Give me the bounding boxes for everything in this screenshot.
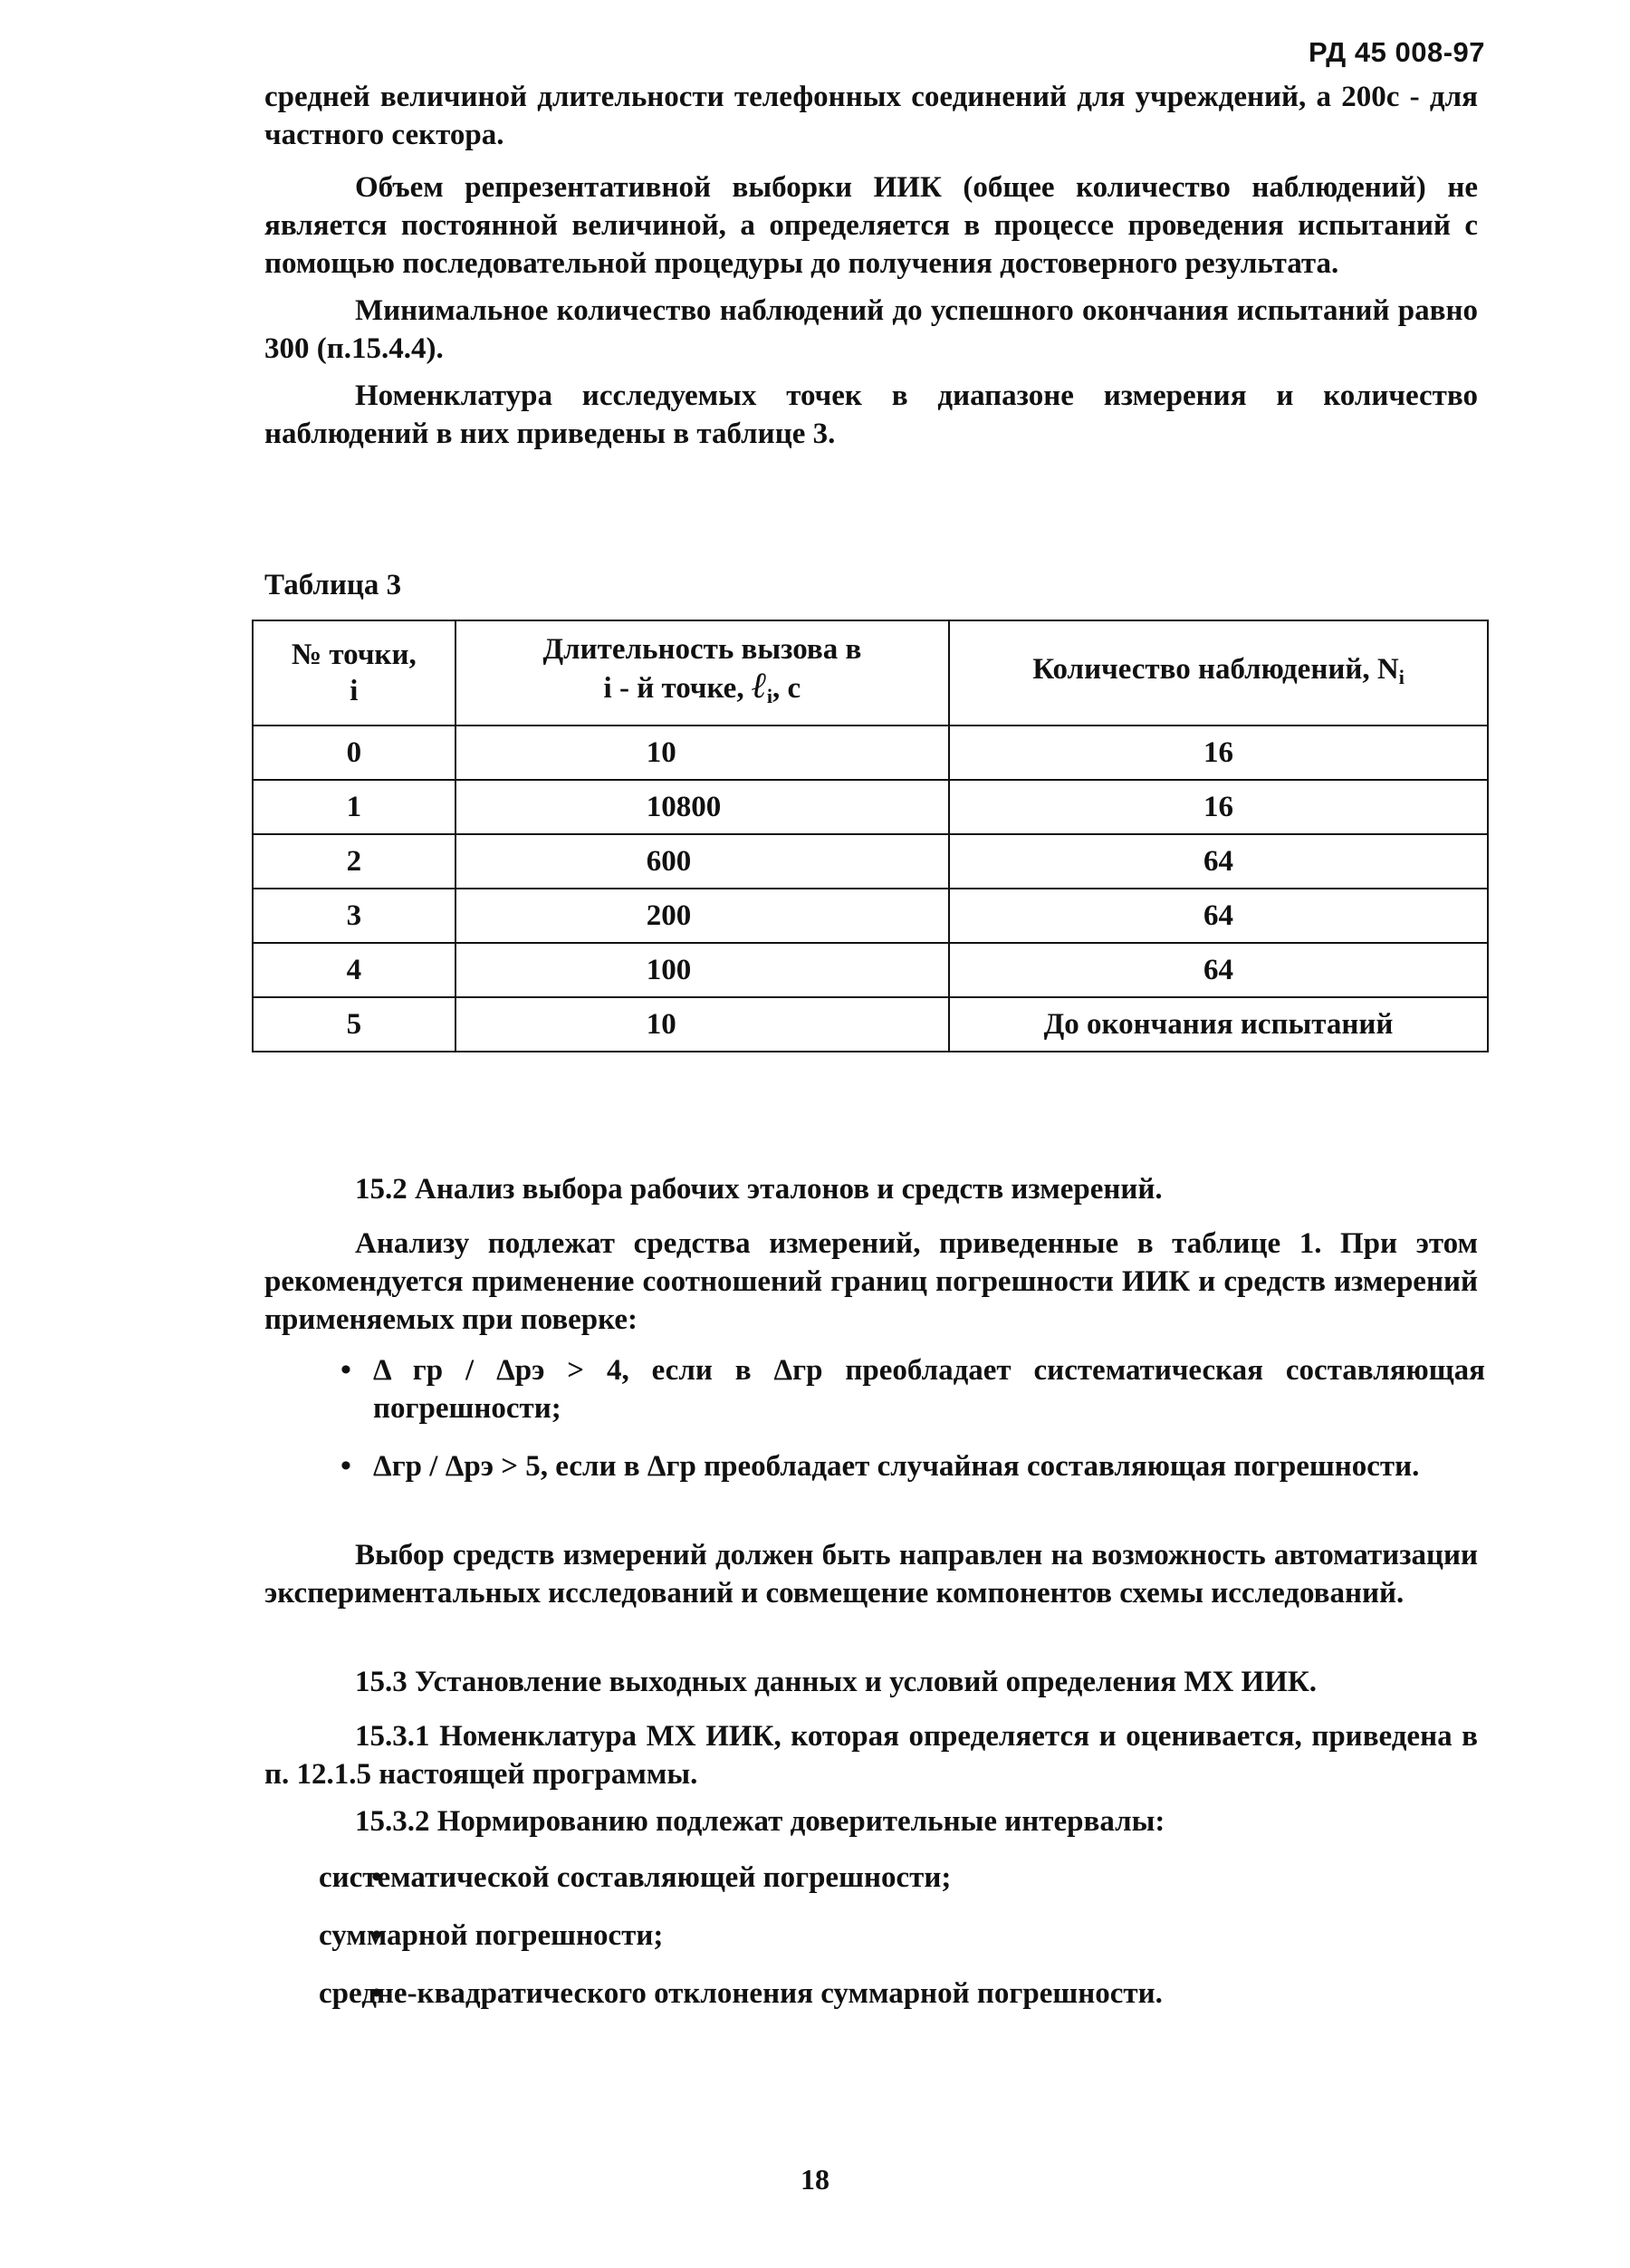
header-point-number: № точки, i bbox=[253, 620, 455, 726]
header-observation-count: Количество наблюдений, $N_i$ bbox=[949, 620, 1488, 726]
list-item: • суммарной погрешности; bbox=[272, 1917, 1485, 1955]
intervals-bullet-list bbox=[272, 1859, 1485, 2033]
list-item: • Δгр / Δрэ > 5, если в Δгр преобладает случайная составляющая погрешности. bbox=[272, 1447, 1485, 1485]
section-15-3-2: 15.3.2 Нормированию подлежат доверительные интервалы: bbox=[355, 1805, 1165, 1838]
table-row: 0 10 16 bbox=[253, 726, 1488, 780]
section-15-2-title: 15.2 Анализ выбора рабочих эталонов и средств измерений. bbox=[355, 1173, 1163, 1206]
paragraph-min-observations: Минимальное количество наблюдений до успешного окончания испытаний равно 300 (п.15.4.4). bbox=[264, 294, 1478, 365]
document-code: РД 45 008-97 bbox=[1308, 36, 1485, 68]
table-row: 4 100 64 bbox=[253, 943, 1488, 997]
table-row: 3 200 64 bbox=[253, 889, 1488, 943]
table-row: 5 10 До окончания испытаний bbox=[253, 997, 1488, 1052]
observations-table bbox=[252, 620, 1489, 1052]
header-call-duration: Длительность вызова в i - й точке, ℓ$_i$, с bbox=[455, 620, 949, 726]
page-number: 18 bbox=[801, 2163, 829, 2196]
ell-symbol: ℓ bbox=[751, 665, 767, 706]
list-item: • систематической составляющей погрешности; bbox=[272, 1859, 1485, 1897]
paragraph-sample-size: Объем репрезентативной выборки ИИК (общее количество наблюдений) не является постоянной величиной, а определяется в процессе проведения испытаний с помощью последовательной процедуры до получения достоверного результата. bbox=[264, 171, 1478, 280]
table-caption: Таблица 3 bbox=[264, 569, 402, 601]
list-item: • средне-квадратического отклонения суммарной погрешности. bbox=[272, 1975, 1485, 2013]
section-15-3-title: 15.3 Установление выходных данных и условий определения МХ ИИК. bbox=[355, 1666, 1318, 1698]
paragraph-nomenclature: Номенклатура исследуемых точек в диапазоне измерения и количество наблюдений в них приведены в таблице 3. bbox=[264, 380, 1478, 450]
section-15-2-text2: Выбор средств измерений должен быть направлен на возможность автоматизации экспериментальных исследований и совмещение компонентов схемы исследований. bbox=[264, 1539, 1478, 1610]
table-header-row bbox=[253, 620, 1488, 726]
paragraph-continuation: средней величиной длительности телефонных соединений для учреждений, а 200с - для частного сектора. bbox=[264, 81, 1478, 151]
section-15-2-text: Анализу подлежат средства измерений, приведенные в таблице 1. При этом рекомендуется применение соотношений границ погрешности ИИК и средств измерений применяемых при поверке: bbox=[264, 1227, 1478, 1336]
table-row: 2 600 64 bbox=[253, 834, 1488, 889]
table-row: 1 10800 16 bbox=[253, 780, 1488, 834]
ratio-bullet-list bbox=[272, 1351, 1485, 1505]
section-15-3-1: 15.3.1 Номенклатура МХ ИИК, которая определяется и оценивается, приведена в п. 12.1.5 настоящей программы. bbox=[264, 1720, 1478, 1791]
list-item: • Δ гр / Δрэ > 4, если в Δгр преобладает систематическая составляющая погрешности; bbox=[272, 1351, 1485, 1427]
